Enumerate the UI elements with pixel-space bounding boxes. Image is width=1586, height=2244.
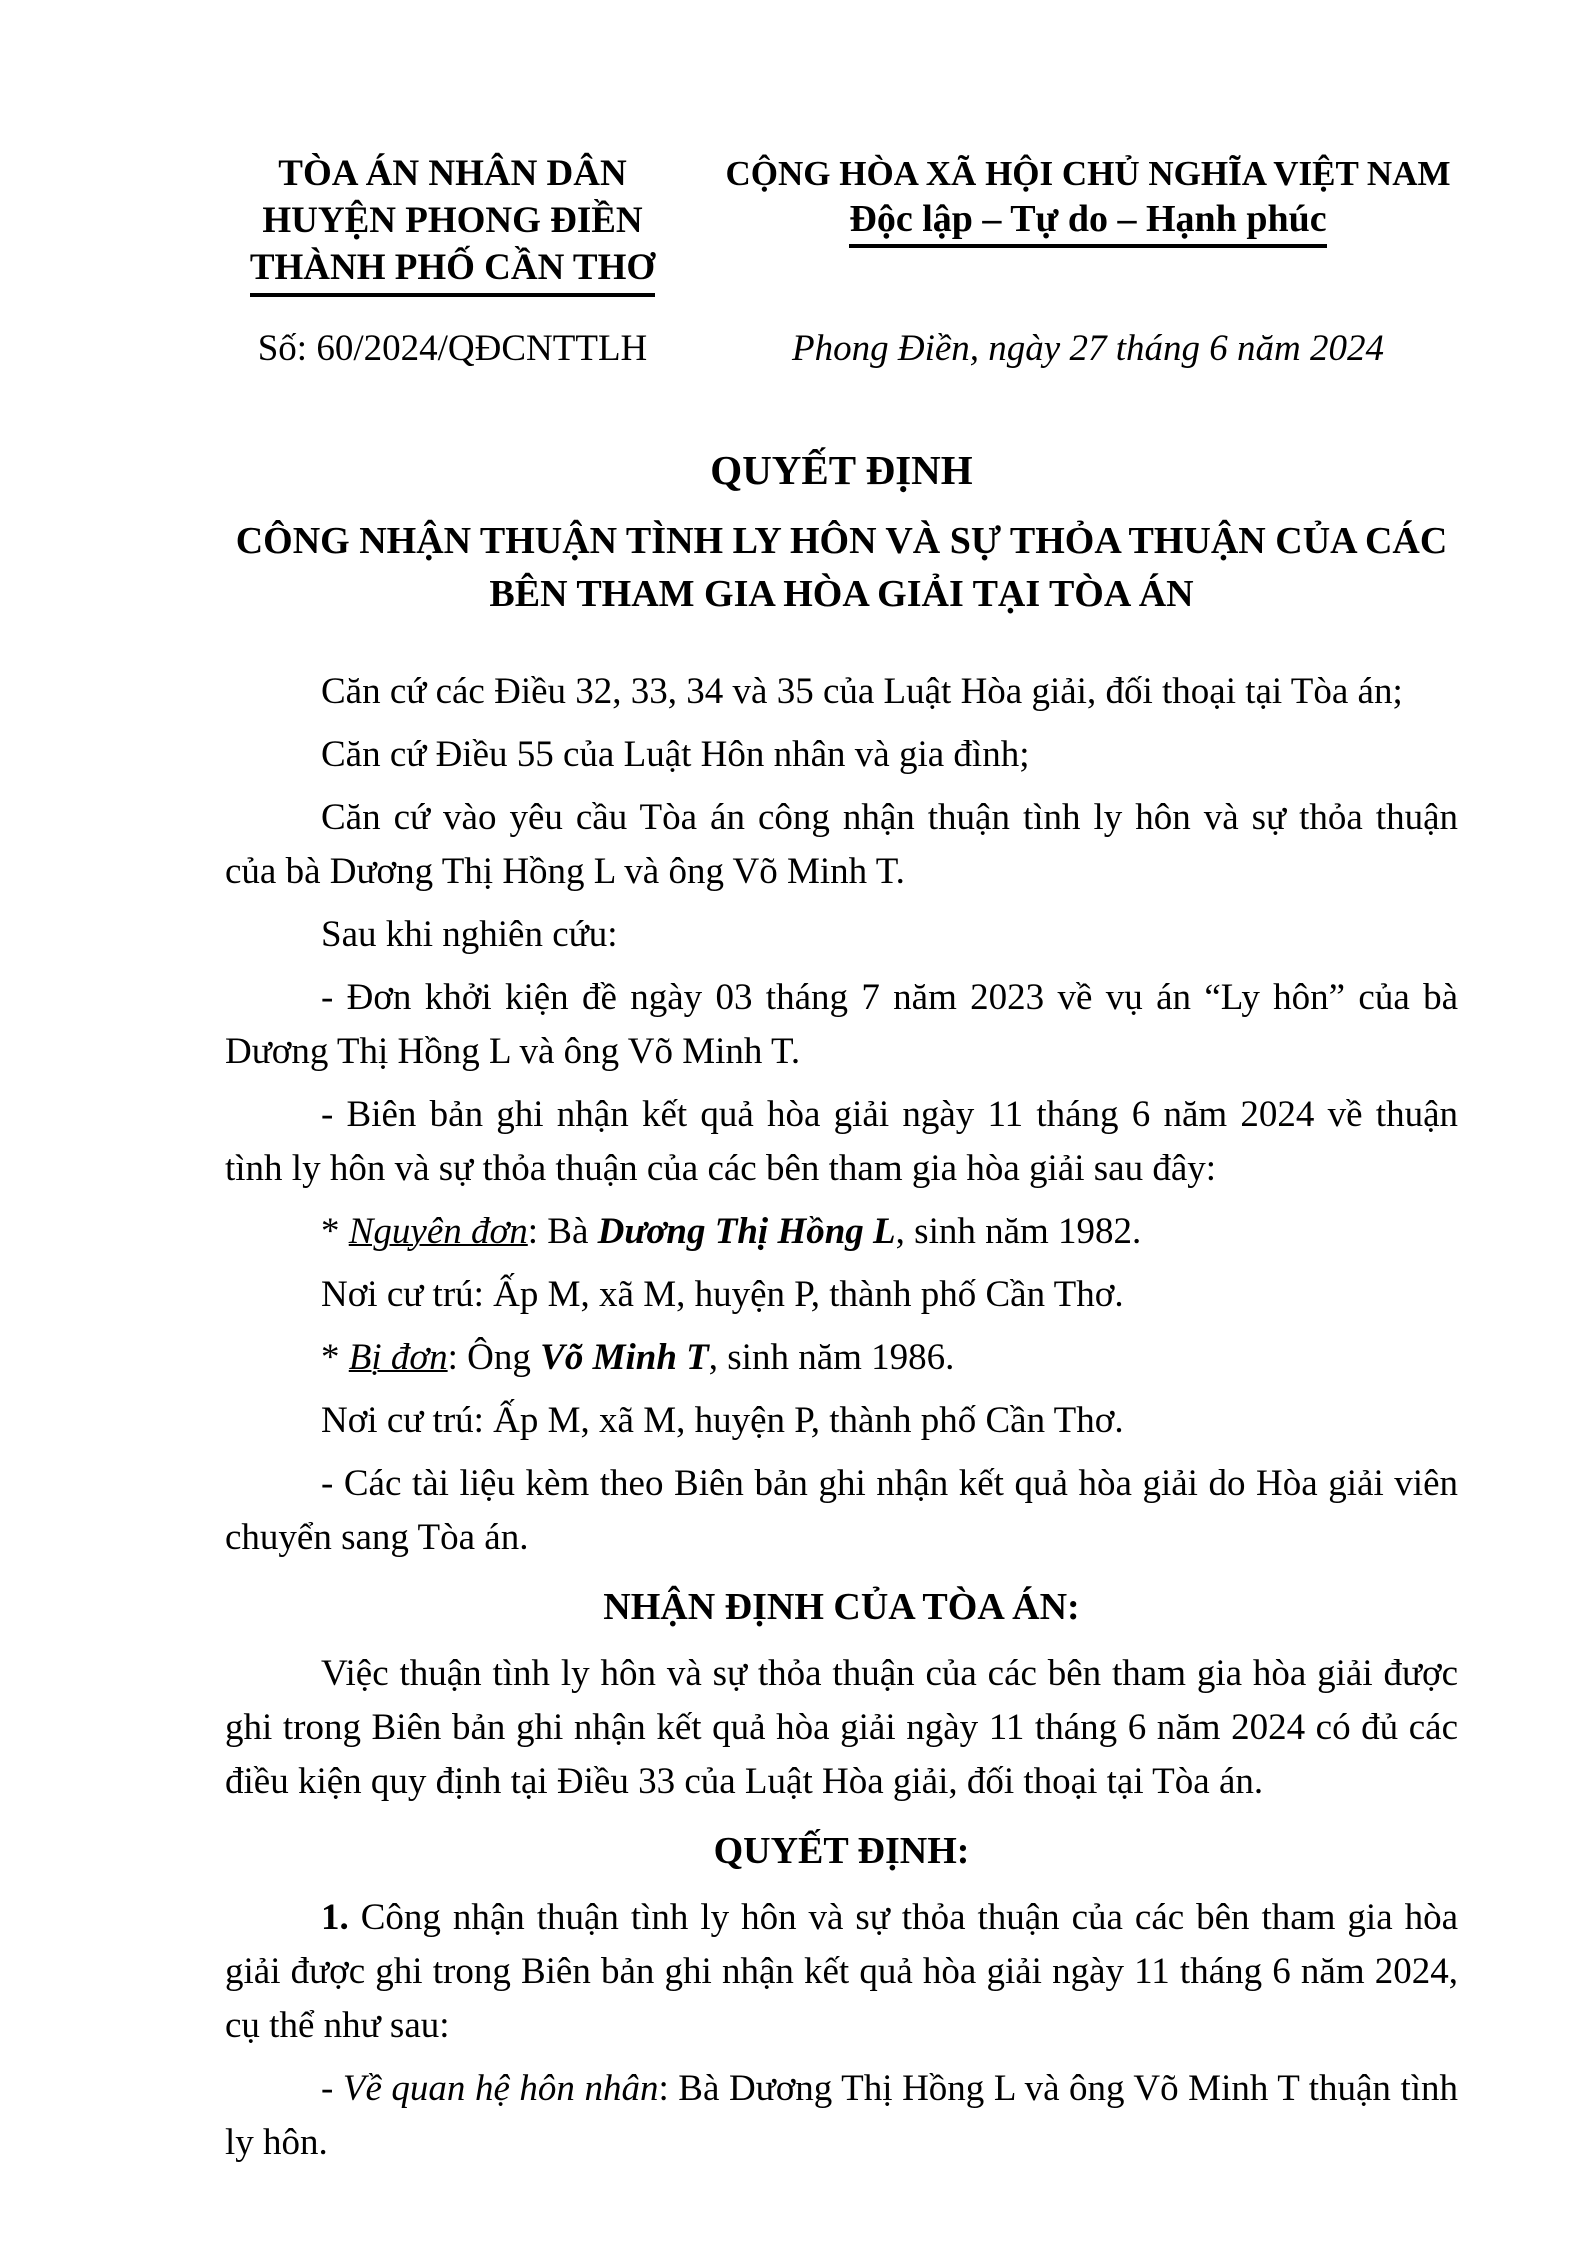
- defendant-mid-text: : Ông: [447, 1337, 541, 1378]
- plaintiff-rest-text: , sinh năm 1982.: [895, 1211, 1142, 1252]
- defendant-name: Võ Minh T: [540, 1337, 709, 1378]
- marriage-relation-text: : Bà Dương Thị Hồng L và ông Võ Minh T thuận tình ly hôn.: [225, 2068, 1459, 2163]
- court-name-line3: THÀNH PHỐ CẦN THƠ: [250, 244, 655, 297]
- defendant-label: Bị đơn: [348, 1337, 448, 1378]
- legal-basis-paragraph-3: Căn cứ vào yêu cầu Tòa án công nhận thuận tình ly hôn và sự thỏa thuận của bà Dương Thị Hồng L và ông Võ Minh T.: [225, 797, 1458, 892]
- document-number: Số: 60/2024/QĐCNTTLH: [257, 328, 648, 369]
- findings-paragraph: Việc thuận tình ly hôn và sự thỏa thuận của các bên tham gia hòa giải được ghi trong Biên bản ghi nhận kết quả hòa giải ngày 11 tháng 6 năm 2024 có đủ các điều kiện quy định tại Điều 33 của Luật Hòa giải, đối thoại tại Tòa án.: [225, 1653, 1458, 1802]
- review-item-paragraph-1: - Đơn khởi kiện đề ngày 03 tháng 7 năm 2023 về vụ án “Ly hôn” của bà Dương Thị Hồng L và ông Võ Minh T.: [225, 977, 1458, 1072]
- court-name-line2: HUYỆN PHONG ĐIỀN: [262, 200, 643, 241]
- legal-basis-paragraph-2: Căn cứ Điều 55 của Luật Hôn nhân và gia đình;: [321, 734, 1030, 775]
- document-subtitle: [225, 515, 1458, 621]
- defendant-paragraph: [225, 1331, 1458, 1385]
- document-subtitle-line1: CÔNG NHẬN THUẬN TÌNH LY HÔN VÀ SỰ THỎA THUẬN CỦA CÁC: [235, 520, 1448, 562]
- marriage-relation-label: Về quan hệ hôn nhân: [342, 2068, 659, 2109]
- attachments-paragraph: - Các tài liệu kèm theo Biên bản ghi nhận kết quả hòa giải do Hòa giải viên chuyển sang Tòa án.: [225, 1463, 1458, 1558]
- legal-basis-paragraph-1: Căn cứ các Điều 32, 33, 34 và 35 của Luật Hòa giải, đối thoại tại Tòa án;: [321, 671, 1403, 712]
- document-subtitle-line2: BÊN THAM GIA HÒA GIẢI TẠI TÒA ÁN: [489, 573, 1194, 615]
- document-title: QUYẾT ĐỊNH: [710, 447, 973, 493]
- plaintiff-mid-text: : Bà: [527, 1211, 598, 1252]
- court-header-block: [225, 150, 680, 297]
- decision-item-1-paragraph: [225, 1891, 1458, 2053]
- document-header: [225, 150, 1458, 297]
- plaintiff-name: Dương Thị Hồng L: [597, 1211, 896, 1252]
- findings-heading: NHẬN ĐỊNH CỦA TÒA ÁN:: [603, 1586, 1080, 1628]
- national-name-line: CỘNG HÒA XÃ HỘI CHỦ NGHĨA VIỆT NAM: [725, 154, 1451, 193]
- national-header-block: [718, 150, 1458, 248]
- review-intro-paragraph: Sau khi nghiên cứu:: [321, 914, 618, 955]
- defendant-rest-text: , sinh năm 1986.: [708, 1337, 955, 1378]
- national-motto-line: Độc lập – Tự do – Hạnh phúc: [849, 197, 1326, 248]
- decision-item-1-text: Công nhận thuận tình ly hôn và sự thỏa thuận của các bên tham gia hòa giải được ghi trong Biên bản ghi nhận kết quả hòa giải ngày 11 tháng 6 năm 2024, cụ thể như sau:: [225, 1897, 1458, 2046]
- plaintiff-paragraph: [225, 1205, 1458, 1259]
- header-meta-row: [225, 325, 1458, 373]
- document-body: [225, 665, 1458, 2170]
- plaintiff-residence-paragraph: Nơi cư trú: Ấp M, xã M, huyện P, thành phố Cần Thơ.: [321, 1274, 1124, 1315]
- defendant-marker: *: [321, 1337, 349, 1378]
- review-item-paragraph-2: - Biên bản ghi nhận kết quả hòa giải ngày 11 tháng 6 năm 2024 về thuận tình ly hôn và sự thỏa thuận của các bên tham gia hòa giải sau đây:: [225, 1094, 1458, 1189]
- court-name-line1: TÒA ÁN NHÂN DÂN: [278, 153, 627, 194]
- marriage-relation-dash: -: [321, 2068, 343, 2109]
- marriage-relation-paragraph: [225, 2062, 1458, 2170]
- plaintiff-marker: *: [321, 1211, 349, 1252]
- plaintiff-label: Nguyên đơn: [348, 1211, 528, 1252]
- decision-heading: QUYẾT ĐỊNH:: [713, 1830, 970, 1872]
- defendant-residence-paragraph: Nơi cư trú: Ấp M, xã M, huyện P, thành phố Cần Thơ.: [321, 1400, 1124, 1441]
- place-date-line: Phong Điền, ngày 27 tháng 6 năm 2024: [792, 328, 1384, 369]
- decision-item-1-number: 1.: [321, 1897, 349, 1938]
